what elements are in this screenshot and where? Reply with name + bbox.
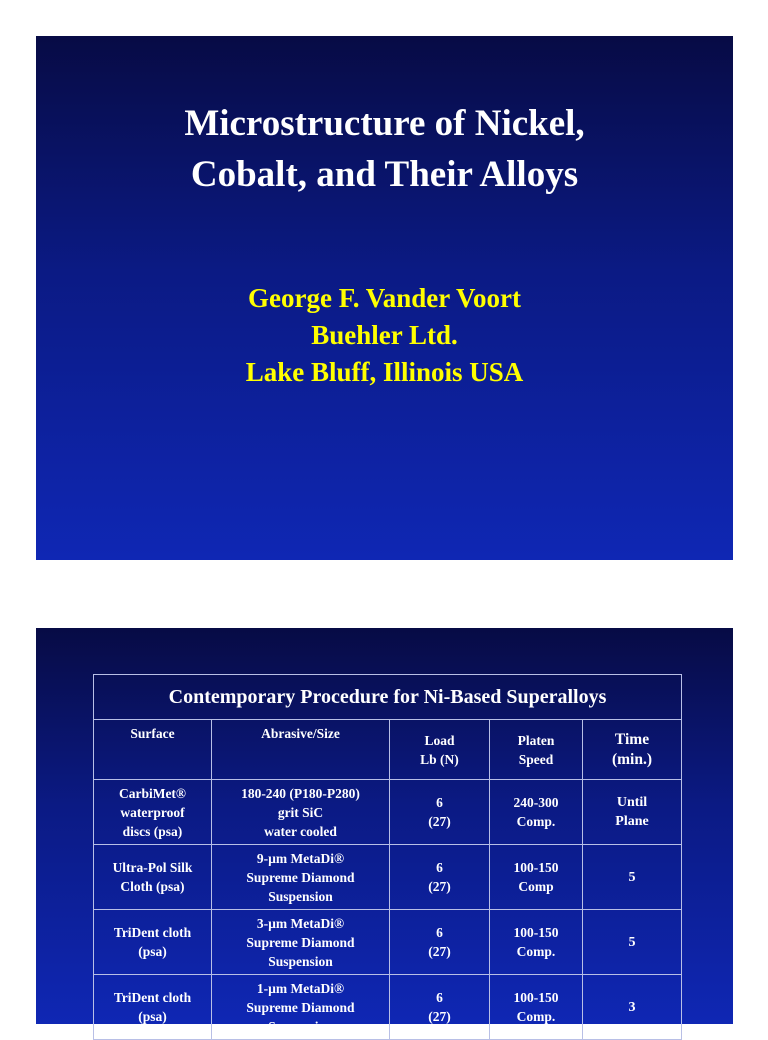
header-load: [390, 720, 490, 780]
cell-abrasive: [212, 845, 390, 910]
cell-load: [390, 845, 490, 910]
cell-surface: [94, 780, 212, 845]
header-load-line: Load: [424, 732, 455, 748]
cell-load-line: 6: [436, 795, 443, 810]
table-row: [94, 910, 682, 975]
cell-speed-line: Comp.: [516, 814, 556, 829]
cell-load: [390, 975, 490, 1040]
cell-speed-line: 100-150: [513, 990, 559, 1005]
cell-surface-line: TriDent cloth: [113, 990, 192, 1005]
cell-time-line: 5: [628, 934, 636, 950]
cell-speed-line: Comp: [518, 879, 554, 894]
cell-abrasive-line: water cooled: [264, 823, 337, 839]
header-time: [583, 720, 682, 780]
cell-abrasive-line: 9-µm MetaDi®: [256, 850, 345, 866]
author-block: [36, 280, 733, 391]
cell-abrasive-line: Supreme Diamond: [246, 999, 355, 1015]
cell-surface-line: TriDent cloth: [113, 925, 192, 940]
cell-time: [583, 975, 682, 1040]
header-speed-line: Speed: [518, 751, 554, 767]
table-header-row: [94, 720, 682, 780]
table-row: [94, 780, 682, 845]
cell-surface-line: discs (psa): [122, 823, 183, 839]
cell-speed: [490, 845, 583, 910]
author-location: Lake Bluff, Illinois USA: [245, 357, 524, 387]
cell-load-line: 6: [436, 925, 443, 940]
cell-speed-line: 100-150: [513, 925, 559, 940]
header-speed-line: Platen: [517, 732, 555, 748]
cell-surface-line: Ultra-Pol Silk: [112, 860, 193, 875]
cell-abrasive-line: Supreme Diamond: [246, 934, 355, 950]
cell-time-line: 5: [628, 869, 636, 885]
cell-load: [390, 910, 490, 975]
cell-abrasive-line: Suspension: [268, 953, 333, 969]
title-slide: [36, 36, 733, 560]
cell-speed: [490, 910, 583, 975]
cell-abrasive-line: 180-240 (P180-P280): [241, 785, 360, 801]
slide-title-line-2: Cobalt, and Their Alloys: [190, 154, 579, 195]
cell-load-line: (27): [428, 879, 451, 894]
cell-abrasive: [212, 780, 390, 845]
cell-abrasive-line: 3-µm MetaDi®: [256, 915, 345, 931]
table-row: [94, 975, 682, 1040]
cell-surface-line: (psa): [138, 944, 167, 959]
cell-time: [583, 910, 682, 975]
cell-abrasive-line: Suspension: [268, 888, 333, 904]
cell-time-line: Until: [616, 795, 648, 810]
procedure-table: [93, 674, 682, 1040]
cell-time: [583, 780, 682, 845]
cell-surface: [94, 845, 212, 910]
cell-time-line: 3: [628, 999, 636, 1015]
cell-abrasive-line: Suspension: [268, 1018, 333, 1034]
cell-abrasive: [212, 910, 390, 975]
table-row: [94, 845, 682, 910]
header-abrasive: Abrasive/Size: [212, 720, 390, 780]
cell-load-line: 6: [436, 990, 443, 1005]
cell-surface-line: (psa): [138, 1009, 167, 1024]
cell-surface-line: waterproof: [120, 804, 185, 820]
cell-surface: [94, 910, 212, 975]
cell-abrasive-line: grit SiC: [277, 804, 324, 820]
cell-abrasive: [212, 975, 390, 1040]
cell-surface: [94, 975, 212, 1040]
header-speed: [490, 720, 583, 780]
cell-surface-line: CarbiMet®: [118, 785, 187, 801]
cell-load-line: (27): [428, 1009, 451, 1024]
cell-speed-line: 240-300: [513, 795, 559, 810]
cell-load-line: (27): [428, 814, 451, 829]
author-company: Buehler Ltd.: [311, 320, 458, 350]
cell-load-line: (27): [428, 944, 451, 959]
cell-surface-line: Cloth (psa): [120, 879, 185, 894]
cell-time-line: Plane: [615, 814, 649, 829]
procedure-slide: [36, 628, 733, 1034]
table-caption: Contemporary Procedure for Ni-Based Superalloys: [94, 675, 682, 720]
cell-speed: [490, 780, 583, 845]
slide-title-line-1: Microstructure of Nickel,: [184, 103, 585, 144]
cell-time: [583, 845, 682, 910]
header-time-line: (min.): [611, 750, 653, 768]
header-surface: Surface: [94, 720, 212, 780]
cell-abrasive-line: 1-µm MetaDi®: [256, 980, 345, 996]
cell-speed-line: Comp.: [516, 1009, 556, 1024]
cell-abrasive-line: Supreme Diamond: [246, 869, 355, 885]
author-name: George F. Vander Voort: [247, 283, 522, 313]
cell-speed-line: 100-150: [513, 860, 559, 875]
cell-speed: [490, 975, 583, 1040]
cell-load-line: 6: [436, 860, 443, 875]
slide-title: [36, 98, 733, 200]
cell-load: [390, 780, 490, 845]
header-time-line: Time: [614, 730, 650, 748]
cell-speed-line: Comp.: [516, 944, 556, 959]
header-load-line: Lb (N): [420, 751, 459, 767]
